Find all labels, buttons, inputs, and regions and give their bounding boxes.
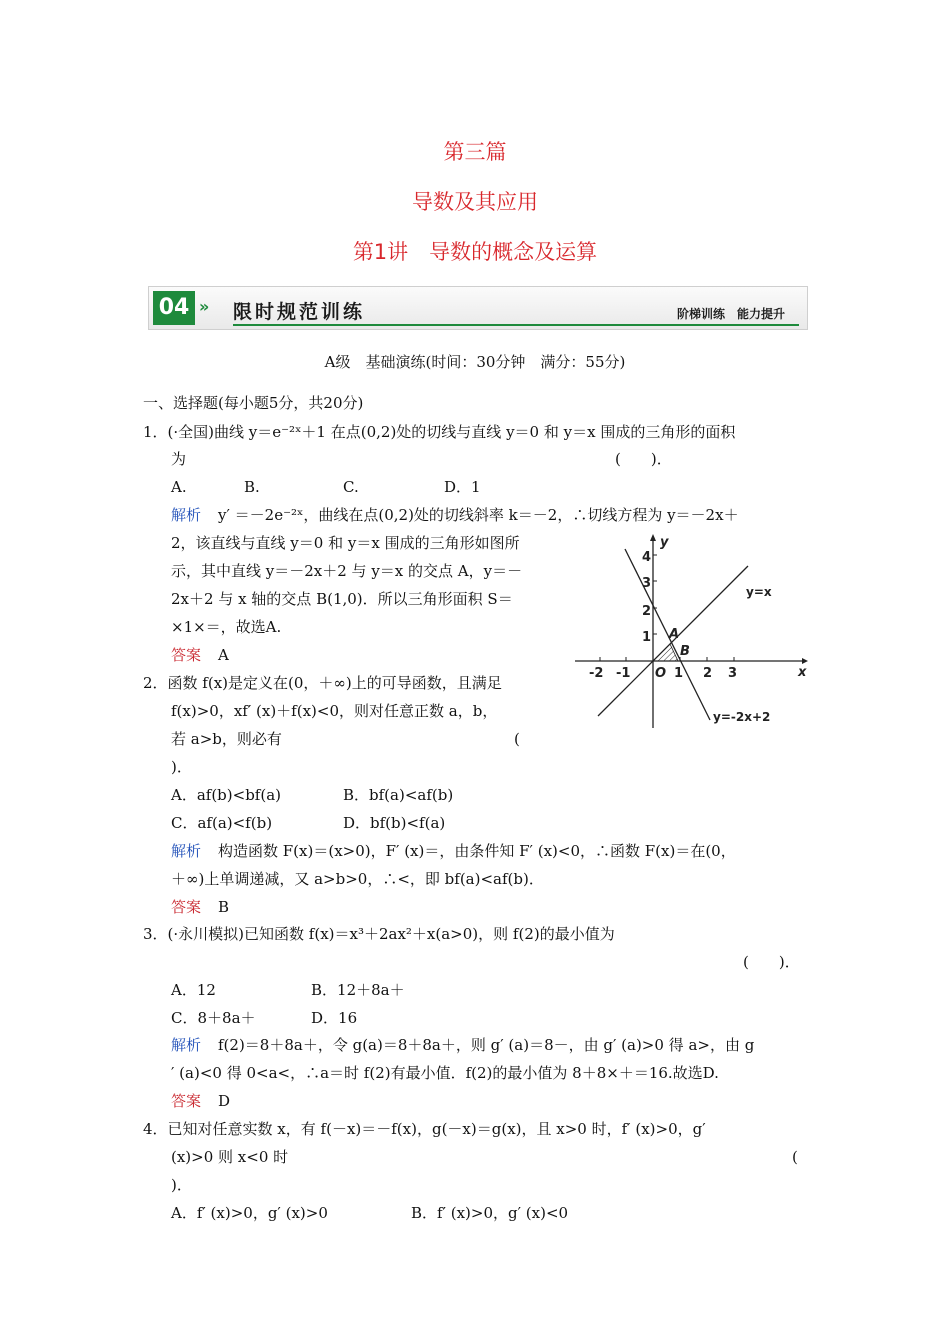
q2-option-d: D．bf(b)<f(a) [343, 814, 446, 832]
q2-option-b: B．bf(a)<af(b) [343, 786, 454, 804]
q3-analysis-line1: f(2)＝8＋8a＋，令 g(a)＝8＋8a＋，则 g′ (a)＝8－，由 g′ (a)>0 得 a>，由 g [218, 1036, 755, 1054]
q1-analysis-label: 解析 [171, 506, 202, 524]
q1-option-b: B. [244, 478, 260, 496]
section-heading: 一、选择题(每小题5分，共20分) [143, 394, 364, 412]
q1-stem-line1: 1．(·全国)曲线 y＝e⁻²ˣ＋1 在点(0,2)处的切线与直线 y＝0 和 y＝x 围成的三角形的面积 [143, 423, 736, 441]
part-title: 第三篇 [443, 140, 507, 164]
q1-analysis-line2: 2，该直线与直线 y＝0 和 y＝x 围成的三角形如图所 [171, 534, 520, 552]
q1-option-d: D．1 [444, 478, 481, 496]
q3-analysis-label: 解析 [171, 1036, 202, 1054]
q2-analysis-label: 解析 [171, 842, 202, 860]
q4-option-b: B．f′ (x)>0，g′ (x)<0 [411, 1204, 569, 1222]
q3-option-d: D．16 [311, 1009, 358, 1027]
q1-analysis-line4: 2x＋2 与 x 轴的交点 B(1,0)．所以三角形面积 S＝ [171, 590, 513, 608]
banner-arrow-icon: » [199, 297, 210, 316]
q2-stem-line3: 若 a>b，则必有 [171, 730, 282, 748]
y-axis-arrow-icon [650, 534, 656, 541]
line-y-equals-neg2x-plus-2 [625, 549, 713, 720]
graph-figure [570, 528, 810, 738]
origin-label: O [655, 666, 667, 681]
q2-option-a: A．af(b)<bf(a) [171, 786, 282, 804]
q3-answer-label: 答案 [171, 1092, 202, 1110]
q1-paren: ( )． [615, 450, 672, 468]
q4-paren-open: ( [792, 1148, 798, 1166]
section-banner [148, 286, 808, 330]
banner-underline [233, 324, 799, 326]
x-tick-label: 2 [703, 666, 713, 681]
x-tick-label: 1 [674, 666, 684, 681]
x-axis-arrow-icon [802, 658, 808, 664]
q3-option-b: B．12＋8a＋ [311, 981, 405, 999]
banner-right-text: 阶梯训练 能力提升 [676, 307, 785, 321]
q1-analysis-line1: y′ ＝－2e⁻²ˣ，曲线在点(0,2)处的切线斜率 k＝－2，∴切线方程为 y＝－2x＋ [218, 506, 739, 524]
level-heading: A级 基础演练(时间：30分钟 满分：55分) [324, 353, 626, 371]
point-a-label: A [669, 627, 680, 642]
q2-paren-open: ( [514, 730, 520, 748]
line-neg2x-label: y=-2x+2 [713, 710, 771, 724]
q1-stem-line2: 为 [171, 450, 187, 468]
q1-analysis-line3: 示，其中直线 y＝－2x＋2 与 y＝x 的交点 A，y＝－ [171, 562, 523, 580]
q2-stem-line4: )． [171, 758, 192, 776]
q3-option-a: A．12 [171, 981, 216, 999]
q1-option-c: C. [343, 478, 359, 496]
q2-analysis-line1: 构造函数 F(x)＝(x>0)，F′ (x)＝，由条件知 F′ (x)<0，∴函数 F(x)＝在(0， [218, 842, 736, 860]
q4-option-a: A．f′ (x)>0，g′ (x)>0 [171, 1204, 328, 1222]
y-tick-label: 1 [642, 630, 652, 645]
x-tick-label: -2 [589, 666, 604, 681]
q1-answer: A [218, 646, 229, 664]
q3-paren: ( )． [743, 953, 800, 971]
x-tick-label: -1 [616, 666, 631, 681]
point-b-label: B [680, 644, 690, 659]
q2-analysis-line2: ＋∞)上单调递减，又 a>b>0，∴<，即 bf(a)<af(b)． [171, 870, 544, 888]
shaded-triangle [653, 644, 678, 661]
q3-analysis-line2: ′ (a)<0 得 0<a<，∴a＝时 f(2)有最小值．f(2)的最小值为 8＋8×＋＝16.故选D. [171, 1064, 719, 1082]
y-axis-label: y [660, 535, 669, 550]
chapter-title: 导数及其应用 [412, 190, 538, 214]
q4-stem-line2: (x)>0 则 x<0 时 [171, 1148, 289, 1166]
q4-stem-line1: 4．已知对任意实数 x，有 f(－x)＝－f(x)，g(－x)＝g(x)，且 x>0 时，f′ (x)>0，g′ [143, 1120, 706, 1138]
q1-option-a: A. [171, 478, 187, 496]
q2-option-c: C．af(a)<f(b) [171, 814, 273, 832]
q2-answer-label: 答案 [171, 898, 202, 916]
q3-stem-line1: 3．(·永川模拟)已知函数 f(x)＝x³＋2ax²＋x(a>0)，则 f(2)的最小值为 [143, 925, 615, 943]
q3-option-c: C．8＋8a＋ [171, 1009, 256, 1027]
q1-analysis-line5: ×1×＝，故选A. [171, 618, 282, 636]
q2-stem-line2: f(x)>0，xf′ (x)＋f(x)<0，则对任意正数 a，b， [171, 702, 498, 720]
y-tick-label: 4 [642, 550, 652, 565]
q2-answer: B [218, 898, 230, 916]
x-tick-label: 3 [728, 666, 738, 681]
x-axis-label: x [798, 665, 807, 680]
banner-title: 限时规范训练 [233, 301, 366, 323]
lesson-title: 第1讲 导数的概念及运算 [352, 240, 598, 264]
y-tick-label: 2 [642, 604, 652, 619]
q3-answer: D [218, 1092, 231, 1110]
banner-number: 04 [153, 291, 195, 325]
q4-stem-line3: )． [171, 1176, 192, 1194]
line-y-equals-x-label: y=x [746, 585, 772, 599]
q2-stem-line1: 2．函数 f(x)是定义在(0，＋∞)上的可导函数，且满足 [143, 674, 502, 692]
q1-answer-label: 答案 [171, 646, 202, 664]
y-tick-label: 3 [642, 576, 652, 591]
